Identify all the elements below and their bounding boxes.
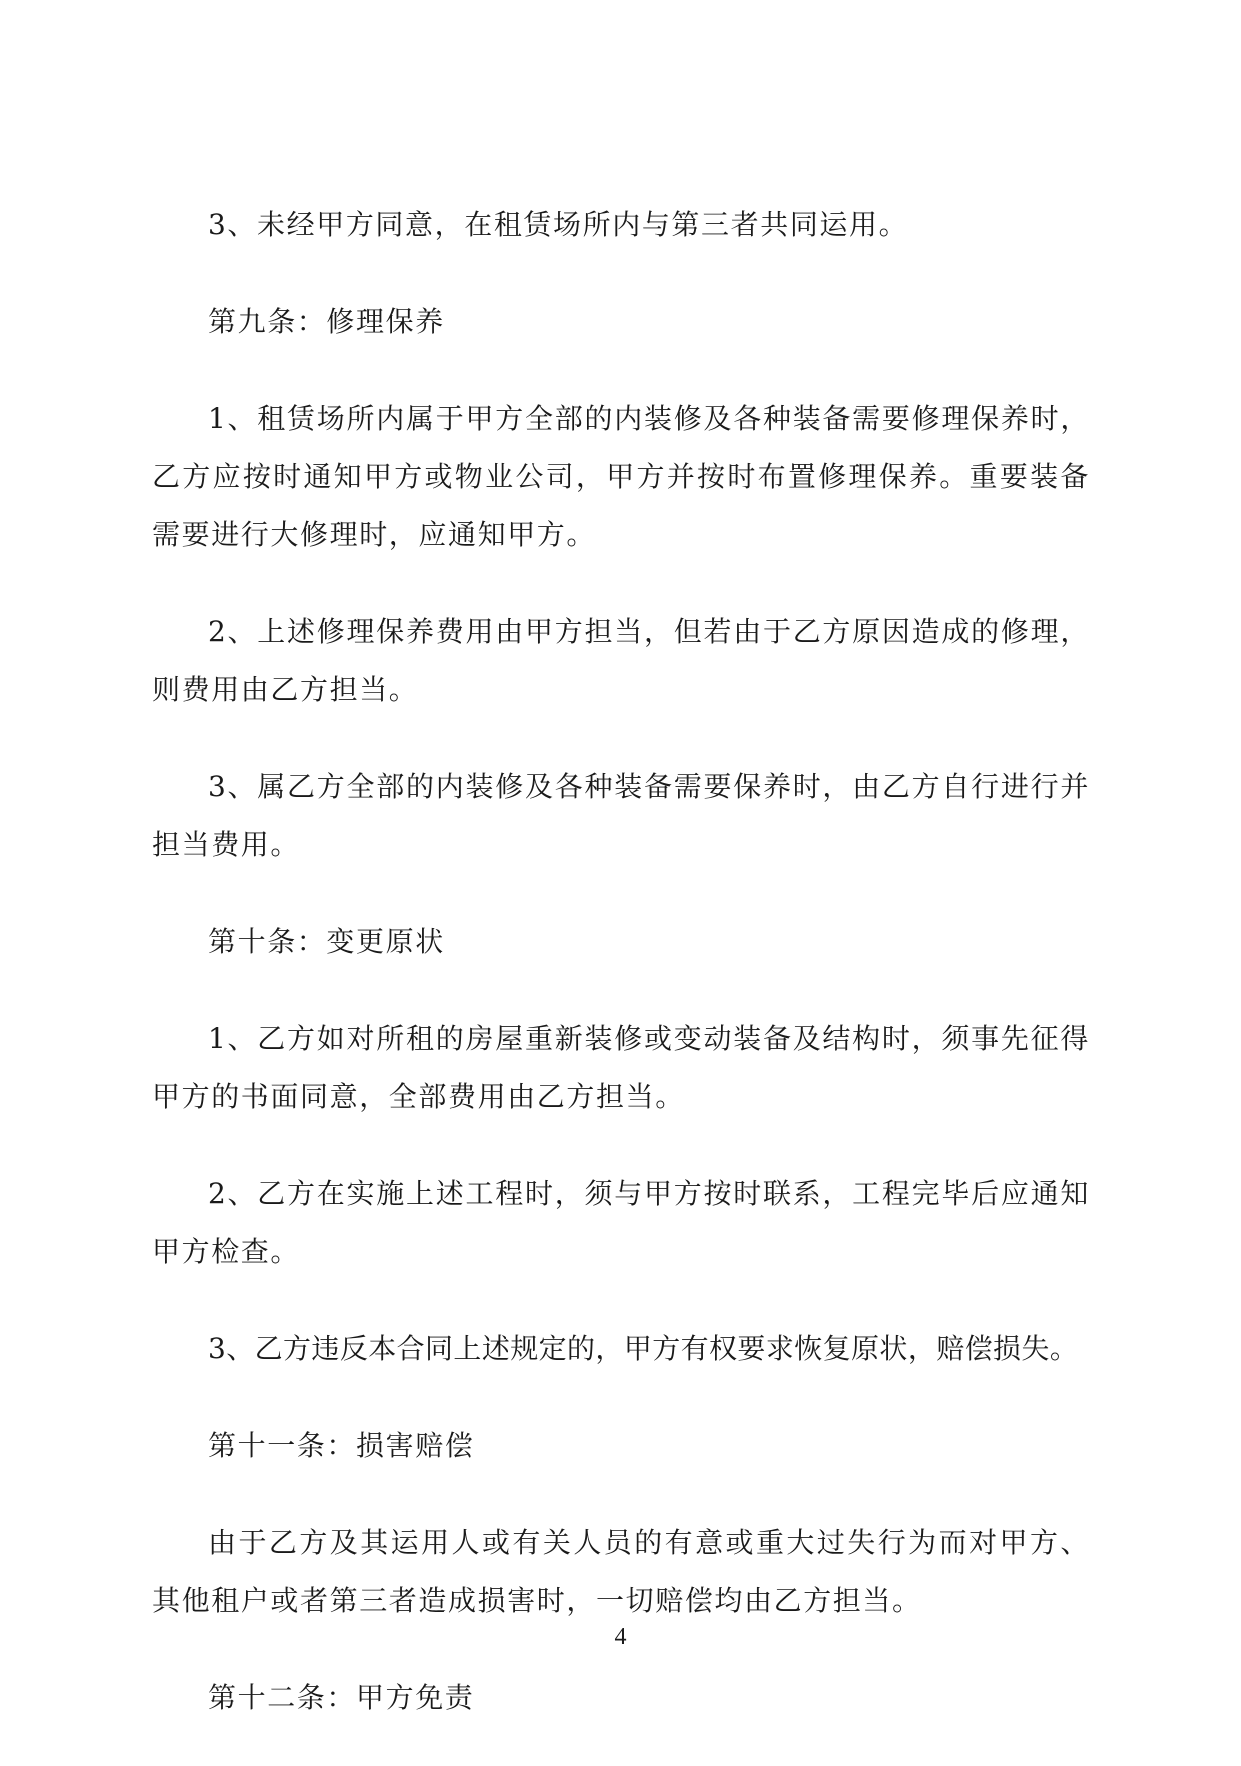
- clause-8-item-3: 3、未经甲方同意，在租赁场所内与第三者共同运用。: [208, 208, 909, 241]
- article-12-heading: 第十二条：甲方免责: [208, 1681, 475, 1714]
- document-body: [152, 196, 1090, 1766]
- clause-10-item-2: 2、乙方在实施上述工程时，须与甲方按时联系，工程完毕后应通知甲方检查。: [152, 1177, 1090, 1268]
- article-11-heading: 第十一条：损害赔偿: [208, 1429, 475, 1462]
- clause-10-item-1: 1、乙方如对所租的房屋重新装修或变动装备及结构时，须事先征得甲方的书面同意，全部费用由乙方担当。: [152, 1022, 1090, 1113]
- clause-9-item-3: 3、属乙方全部的内装修及各种装备需要保养时，由乙方自行进行并担当费用。: [152, 770, 1090, 861]
- clause-9-item-1: 1、租赁场所内属于甲方全部的内装修及各种装备需要修理保养时，乙方应按时通知甲方或物业公司，甲方并按时布置修理保养。重要装备需要进行大修理时，应通知甲方。: [152, 402, 1090, 551]
- page-number: 4: [614, 1624, 627, 1650]
- clause-9-item-2: 2、上述修理保养费用由甲方担当，但若由于乙方原因造成的修理，则费用由乙方担当。: [152, 615, 1090, 706]
- clause-10-item-3: 3、乙方违反本合同上述规定的，甲方有权要求恢复原状，赔偿损失。: [208, 1332, 1079, 1365]
- article-11-text: 由于乙方及其运用人或有关人员的有意或重大过失行为而对甲方、其他租户或者第三者造成损害时，一切赔偿均由乙方担当。: [152, 1526, 1090, 1617]
- article-9-heading: 第九条：修理保养: [208, 305, 445, 338]
- article-10-heading: 第十条：变更原状: [208, 925, 445, 958]
